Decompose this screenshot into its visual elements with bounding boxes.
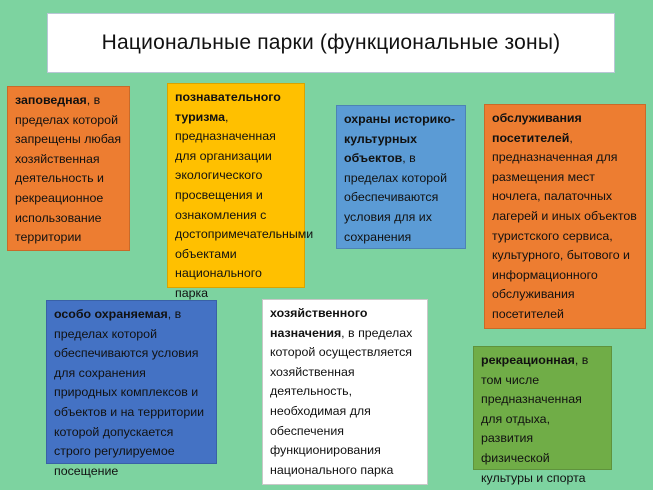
zone-recreational: [473, 346, 612, 485]
zone-name: заповедная: [15, 93, 87, 107]
zone-description: , предназначенная для размещения мест ночлега, палаточных лагерей и иных объектов туристского сервиса, культурного, бытового и информационного обслуживания посетителей: [492, 130, 637, 321]
zone-name: охраны историко-культурных объектов: [344, 112, 456, 166]
zone-description: , в пределах которой обеспечиваются условия для сохранения природных комплексов и объектов и на территории которой допускается строго регулируемое посещение: [54, 307, 205, 478]
zone-visitor-services: [484, 104, 646, 329]
zone-description: , в пределах которой обеспечиваются условия для их сохранения: [344, 151, 447, 244]
zone-description: , в пределах которой осуществляется хозяйственная деятельность, необходимая для обеспечения функционирования национального парка: [270, 325, 413, 477]
zone-description: , в том числе предназначенная для отдыха, развития физической культуры и спорта: [481, 353, 589, 485]
zone-specially-protected: [46, 300, 217, 478]
zone-name: обслуживания посетителей: [492, 111, 582, 145]
zone-tourism: [167, 83, 314, 300]
zone-name: рекреационная: [481, 353, 575, 367]
zone-name: особо охраняемая: [54, 307, 168, 321]
zone-name: познавательного туризма: [175, 90, 281, 124]
zone-historical: [336, 105, 466, 249]
zone-name: хозяйственного назначения: [270, 306, 368, 340]
title-box: [47, 13, 615, 73]
page-title: Национальные парки (функциональные зоны): [101, 31, 561, 54]
zone-zapovednaya: [7, 86, 130, 251]
zone-description: , в пределах которой запрещены любая хозяйственная деятельность и рекреационное использование территории: [15, 93, 122, 245]
zone-economic: [262, 299, 428, 485]
zone-description: , предназначенная для организации экологического просвещения и ознакомления с достопримечательными объектами национального парка: [175, 109, 314, 300]
